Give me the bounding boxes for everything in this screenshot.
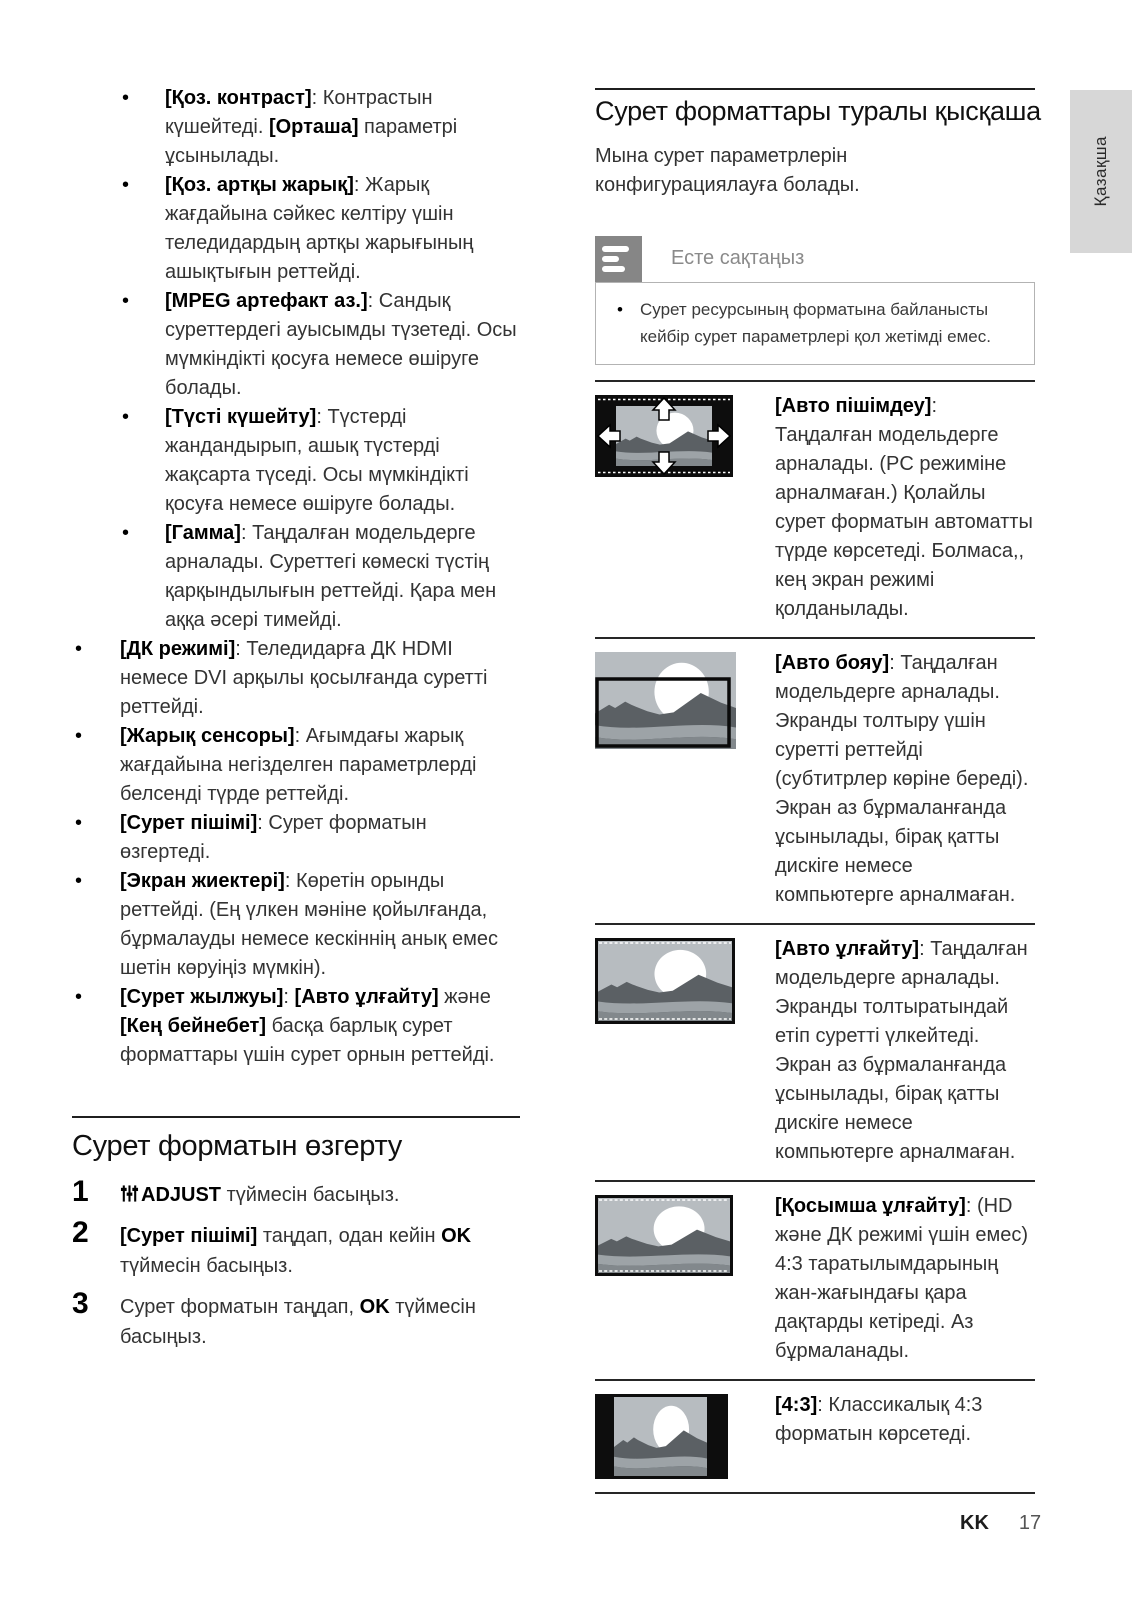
bullet-item — [72, 84, 520, 171]
intro-paragraph: Мына сурет параметрлерін конфигурациялауға болады. — [595, 145, 860, 196]
bullet-marker: • — [617, 300, 623, 319]
auto-zoom-thumbnail — [595, 935, 775, 1167]
bullet-marker: • — [75, 638, 83, 660]
bullet-item — [72, 403, 520, 519]
bullet-text: [Экран жиектері]: Көретін орынды реттейді. (Ең үлкен мәніне қойылғанда, бұрмалауды немесе кескіннің анық емес шетін көруіңіз мүмкін). — [120, 870, 498, 979]
note-list-icon — [595, 236, 642, 282]
footer-language-code: KK — [960, 1512, 989, 1534]
step-number: 1 — [72, 1175, 89, 1208]
bullet-text: [Қоз. артқы жарық]: Жарық жағдайына сәйкес келтіру үшін теледидардың артқы жарығының ашықтығын реттейді. — [165, 174, 474, 283]
language-tab-label: Қазақша — [1091, 136, 1110, 207]
note-body — [595, 282, 1035, 365]
bullet-item — [72, 519, 520, 635]
bullet-marker: • — [122, 87, 130, 109]
bullet-marker: • — [75, 870, 83, 892]
format-description: [Авто бояу]: Таңдалған модельдерге арналады. Экранды толтыру үшін суретті реттейді (субтитрлер көріне береді). Экран аз бұрмаланғанда ұсынылады, бірақ қатты дискіге немесе компьютерге арналмаған. — [775, 652, 1029, 906]
note-item — [617, 296, 1016, 350]
picture-settings-list — [72, 84, 520, 1070]
footer-page-number: 17 — [1018, 1512, 1042, 1534]
bullet-text: [Сурет жылжуы]: [Авто ұлғайту] және [Кең бейнебет] басқа барлық сурет форматтары үшін сурет орнын реттейді. — [120, 986, 495, 1066]
picture-format-table — [595, 380, 1035, 1494]
bullet-item — [72, 983, 520, 1070]
step-number: 3 — [72, 1287, 89, 1320]
bullet-text: [Гамма]: Таңдалған модельдерге арналады. Суреттегі көмескі түстің қарқындылығын реттейді. Қара мен аққа әсері тимейді. — [165, 522, 497, 631]
bullet-item — [72, 867, 520, 983]
format-description: [4:3]: Классикалық 4:3 форматын көрсетеді. — [775, 1394, 983, 1445]
note-item-text: Сурет ресурсының форматына байланысты кейбір сурет параметрлері қол жетімді емес. — [640, 300, 991, 346]
super-zoom-thumbnail — [595, 1192, 775, 1366]
step-number: 2 — [72, 1216, 89, 1249]
step-item — [72, 1175, 520, 1210]
bullet-item — [72, 722, 520, 809]
bullet-marker: • — [75, 725, 83, 747]
bullet-item — [72, 809, 520, 867]
step-text: [Сурет пішімі] таңдап, одан кейін OK түймесін басыңыз. — [120, 1225, 472, 1277]
bullet-text: [Түсті күшейту]: Түстерді жандандырып, ашық түстерді жақсарта түседі. Осы мүмкіндікті қосуға немесе өшіруге болады. — [165, 406, 469, 515]
format-row — [595, 923, 1035, 1180]
step-item — [72, 1216, 520, 1281]
section-title: Сурет форматын өзгерту — [72, 1130, 402, 1162]
language-tab — [1070, 90, 1132, 253]
bullet-marker: • — [122, 406, 130, 428]
steps-list — [72, 1175, 520, 1352]
note-title: Есте сақтаңыз — [671, 247, 805, 269]
step-text: Сурет форматын таңдап, OK түймесін басыңыз. — [120, 1296, 476, 1348]
step-text: ADJUST түймесін басыңыз. — [141, 1184, 400, 1206]
section-divider — [72, 1116, 520, 1118]
bullet-text: [Жарық сенсоры]: Ағымдағы жарық жағдайына негізделген параметрлерді белсенді түрде реттейді. — [120, 725, 477, 805]
format-row — [595, 1180, 1035, 1379]
bullet-text: [Қоз. контраст]: Контрастын күшейтеді. [Орташа] параметрі ұсынылады. — [165, 87, 458, 167]
format-row — [595, 1379, 1035, 1492]
auto-format-thumbnail — [595, 392, 775, 624]
format-description: [Қосымша ұлғайту]: (HD және ДК режимі үшін емес) 4:3 таратылымдарының жан-жағындағы қара дақтарды кетіреді. Аз бұрмаланады. — [775, 1195, 1029, 1362]
bullet-text: [ДК режимі]: Теледидарға ДК HDMI немесе DVI арқылы қосылғанда суретті реттейді. — [120, 638, 488, 718]
bullet-marker: • — [75, 812, 83, 834]
format-row — [595, 380, 1035, 637]
4-3-thumbnail — [595, 1391, 775, 1479]
bullet-marker: • — [75, 986, 83, 1008]
bullet-text: [Сурет пішімі]: Сурет форматын өзгертеді. — [120, 812, 427, 863]
bullet-marker: • — [122, 522, 130, 544]
note-callout — [595, 236, 1035, 365]
adjust-sliders-icon — [120, 1184, 139, 1203]
bullet-text: [MPEG артефакт аз.]: Сандық суреттердегі ауысымды түзетеді. Осы мүмкіндікті қосуға немесе өшіруге болады. — [165, 290, 517, 399]
auto-fill-thumbnail — [595, 649, 775, 910]
left-column — [72, 84, 520, 1363]
bullet-marker: • — [122, 290, 130, 312]
section-divider — [595, 88, 1035, 90]
format-row — [595, 637, 1035, 923]
step-item — [72, 1287, 520, 1352]
page-section-title: Сурет форматтары туралы қысқаша — [595, 96, 1041, 126]
bullet-marker: • — [122, 174, 130, 196]
bullet-item — [72, 171, 520, 287]
note-header — [595, 236, 1035, 282]
bullet-item — [72, 635, 520, 722]
page-footer — [960, 1512, 1060, 1535]
format-description: [Авто пішімдеу]: Таңдалған модельдерге арналады. (PC режиміне арналмаған.) Қолайлы сурет форматын автоматты түрде көрсетеді. Болмаса,, кең экран режимі қолданылады. — [775, 395, 1033, 620]
format-description: [Авто ұлғайту]: Таңдалған модельдерге арналады. Экранды толтыратындай етіп суретті үлкейтеді. Экран аз бұрмаланғанда ұсынылады, бірақ қатты дискіге немесе компьютерге арналмаған. — [775, 938, 1028, 1163]
bullet-item — [72, 287, 520, 403]
